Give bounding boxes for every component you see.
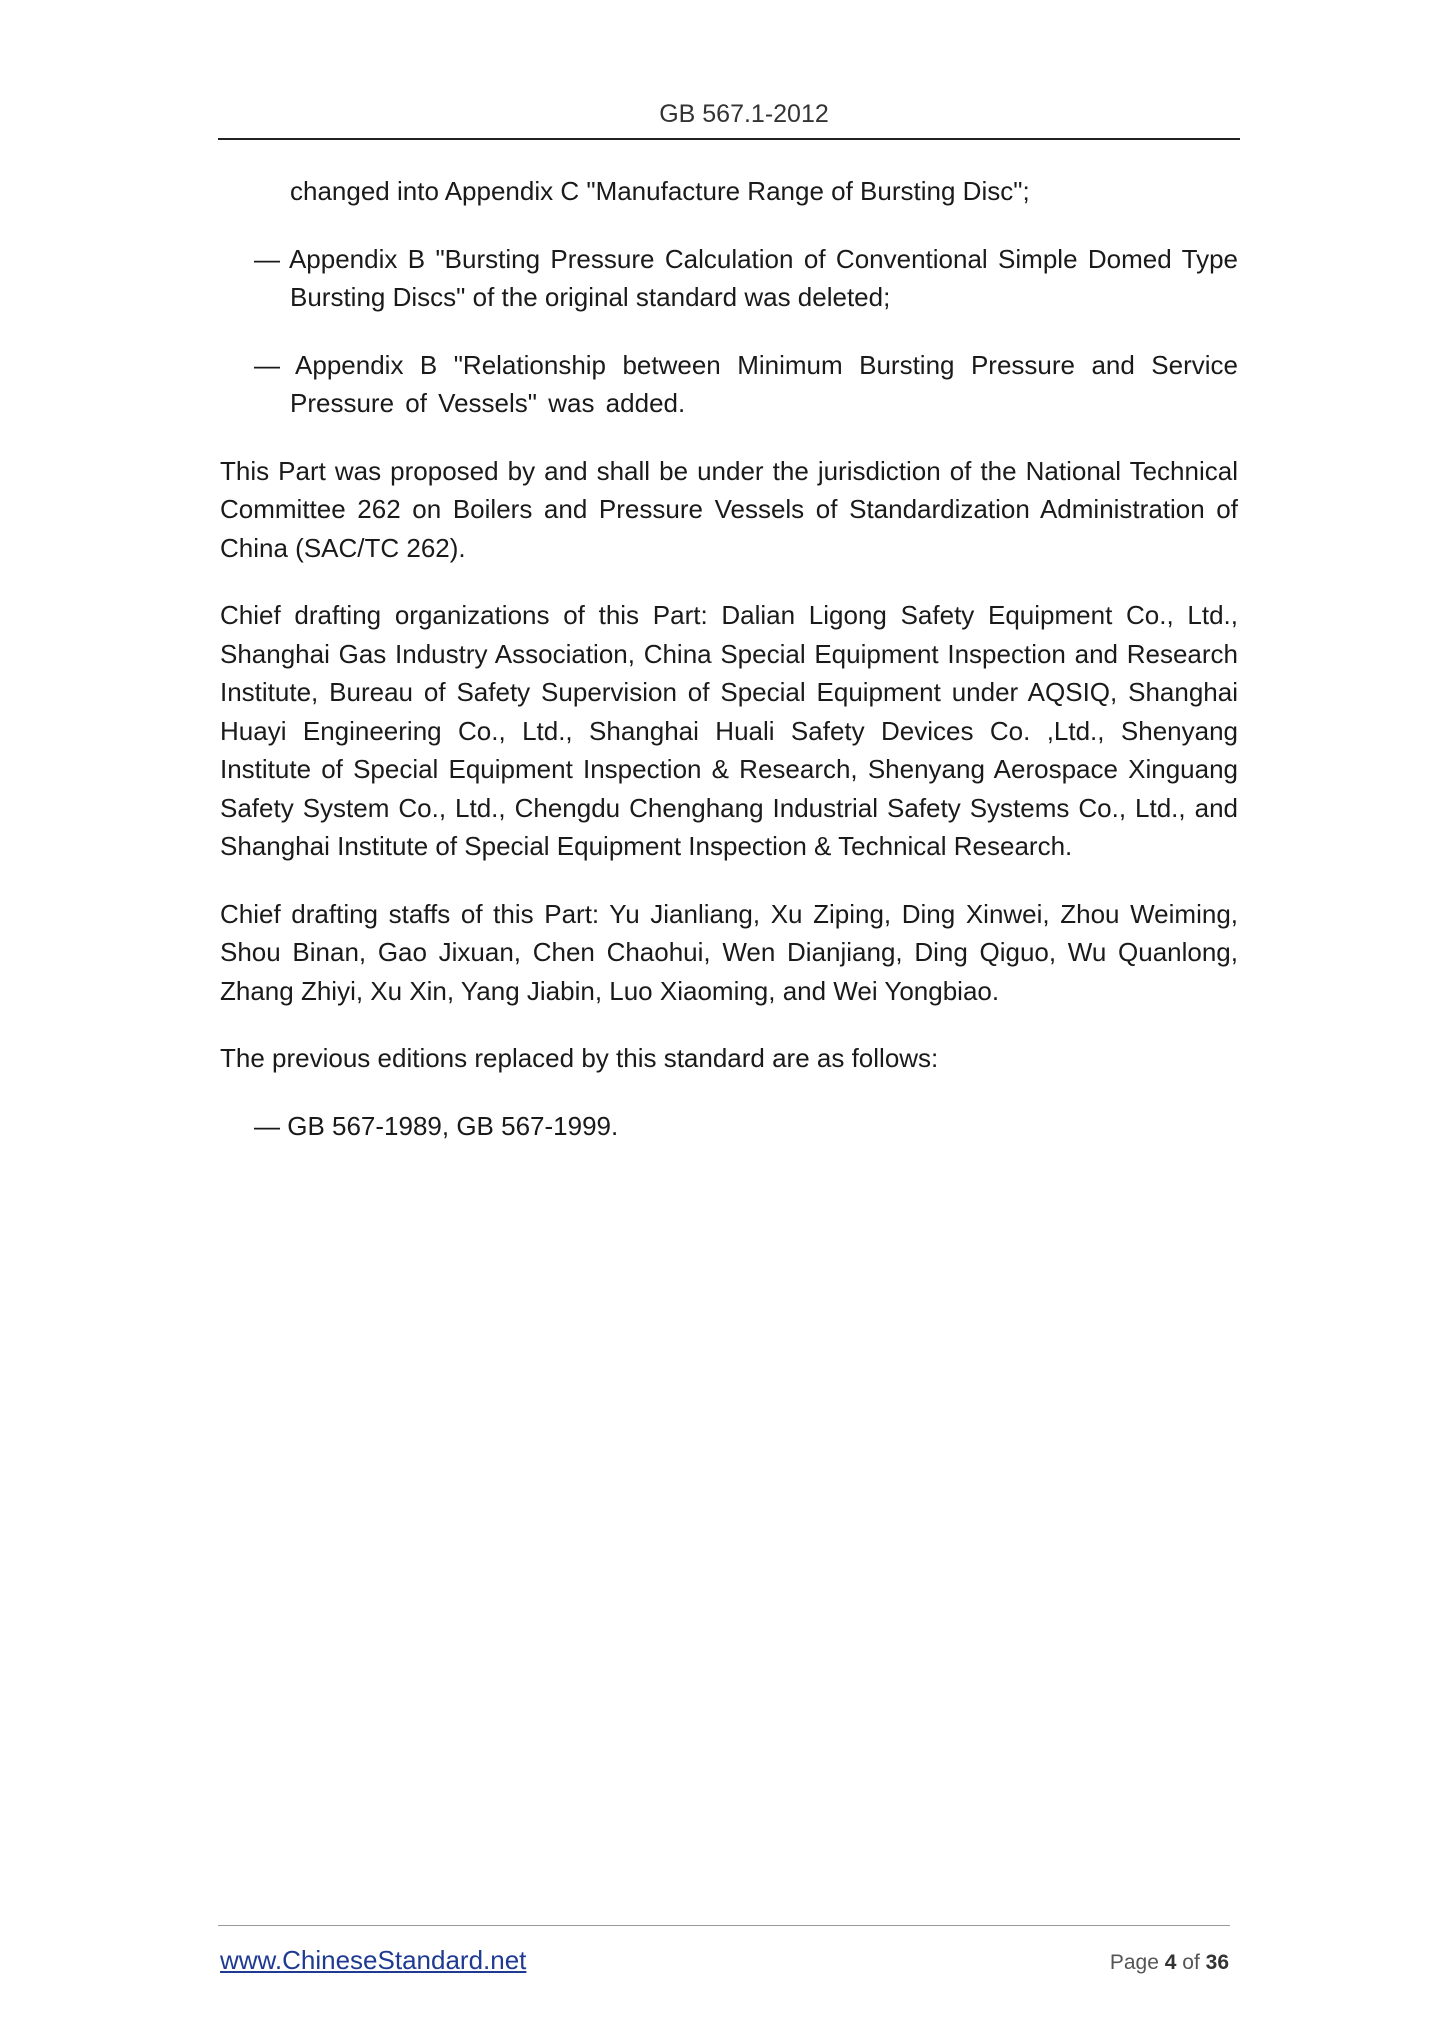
previous-editions-item: — GB 567-1989, GB 567-1999. <box>254 1110 619 1141</box>
page-of: of <box>1176 1951 1206 1974</box>
change-item-added: — Appendix B "Relationship between Minimum Bursting Pressure and Service Pressure of Vessels" was added. <box>254 349 1238 418</box>
page-prefix: Page <box>1109 1951 1165 1974</box>
website-link[interactable]: www.ChineseStandard.net <box>220 1945 527 1975</box>
drafting-staff-paragraph: Chief drafting staffs of this Part: Yu Jianliang, Xu Ziping, Ding Xinwei, Zhou Weiming, Shou Binan, Gao Jixuan, Chen Chaohui, Wen Dianjiang, Ding Qiguo, Wu Quanlong, Zhang Zhiyi, Xu Xin, Yang Jiabin, Luo Xiaoming, and Wei Yongbiao. <box>220 898 1238 1006</box>
previous-editions-intro: The previous editions replaced by this standard are as follows: <box>220 1043 939 1073</box>
page-header <box>218 100 1240 140</box>
page-number <box>1110 1951 1229 1975</box>
footer-divider <box>218 1925 1230 1926</box>
document-number: GB 567.1-2012 <box>659 100 829 128</box>
continuation-line: changed into Appendix C "Manufacture Range of Bursting Disc"; <box>290 176 1030 206</box>
page-total: 36 <box>1205 1951 1229 1974</box>
change-item-deleted: — Appendix B "Bursting Pressure Calculation of Conventional Simple Domed Type Bursting Discs" of the original standard was deleted; <box>254 243 1238 312</box>
drafting-organizations-paragraph: Chief drafting organizations of this Part: Dalian Ligong Safety Equipment Co., Ltd., Shanghai Gas Industry Association, China Special Equipment Inspection and Research Institute, Bureau of Safety Supervision of Special Equipment under AQSIQ, Shanghai Huayi Engineering Co., Ltd., Shanghai Huali Safety Devices Co. ,Ltd., Shenyang Institute of Special Equipment Inspection & Research, Shenyang Aerospace Xinguang Safety System Co., Ltd., Chengdu Chenghang Industrial Safety Systems Co., Ltd., and Shanghai Institute of Special Equipment Inspection & Technical Research. <box>220 600 1238 861</box>
page-current: 4 <box>1164 1951 1177 1974</box>
document-body <box>220 172 1238 1174</box>
proposal-paragraph: This Part was proposed by and shall be under the jurisdiction of the National Technical Committee 262 on Boilers and Pressure Vessels of Standardization Administration of China (SAC/TC 262). <box>220 455 1238 563</box>
